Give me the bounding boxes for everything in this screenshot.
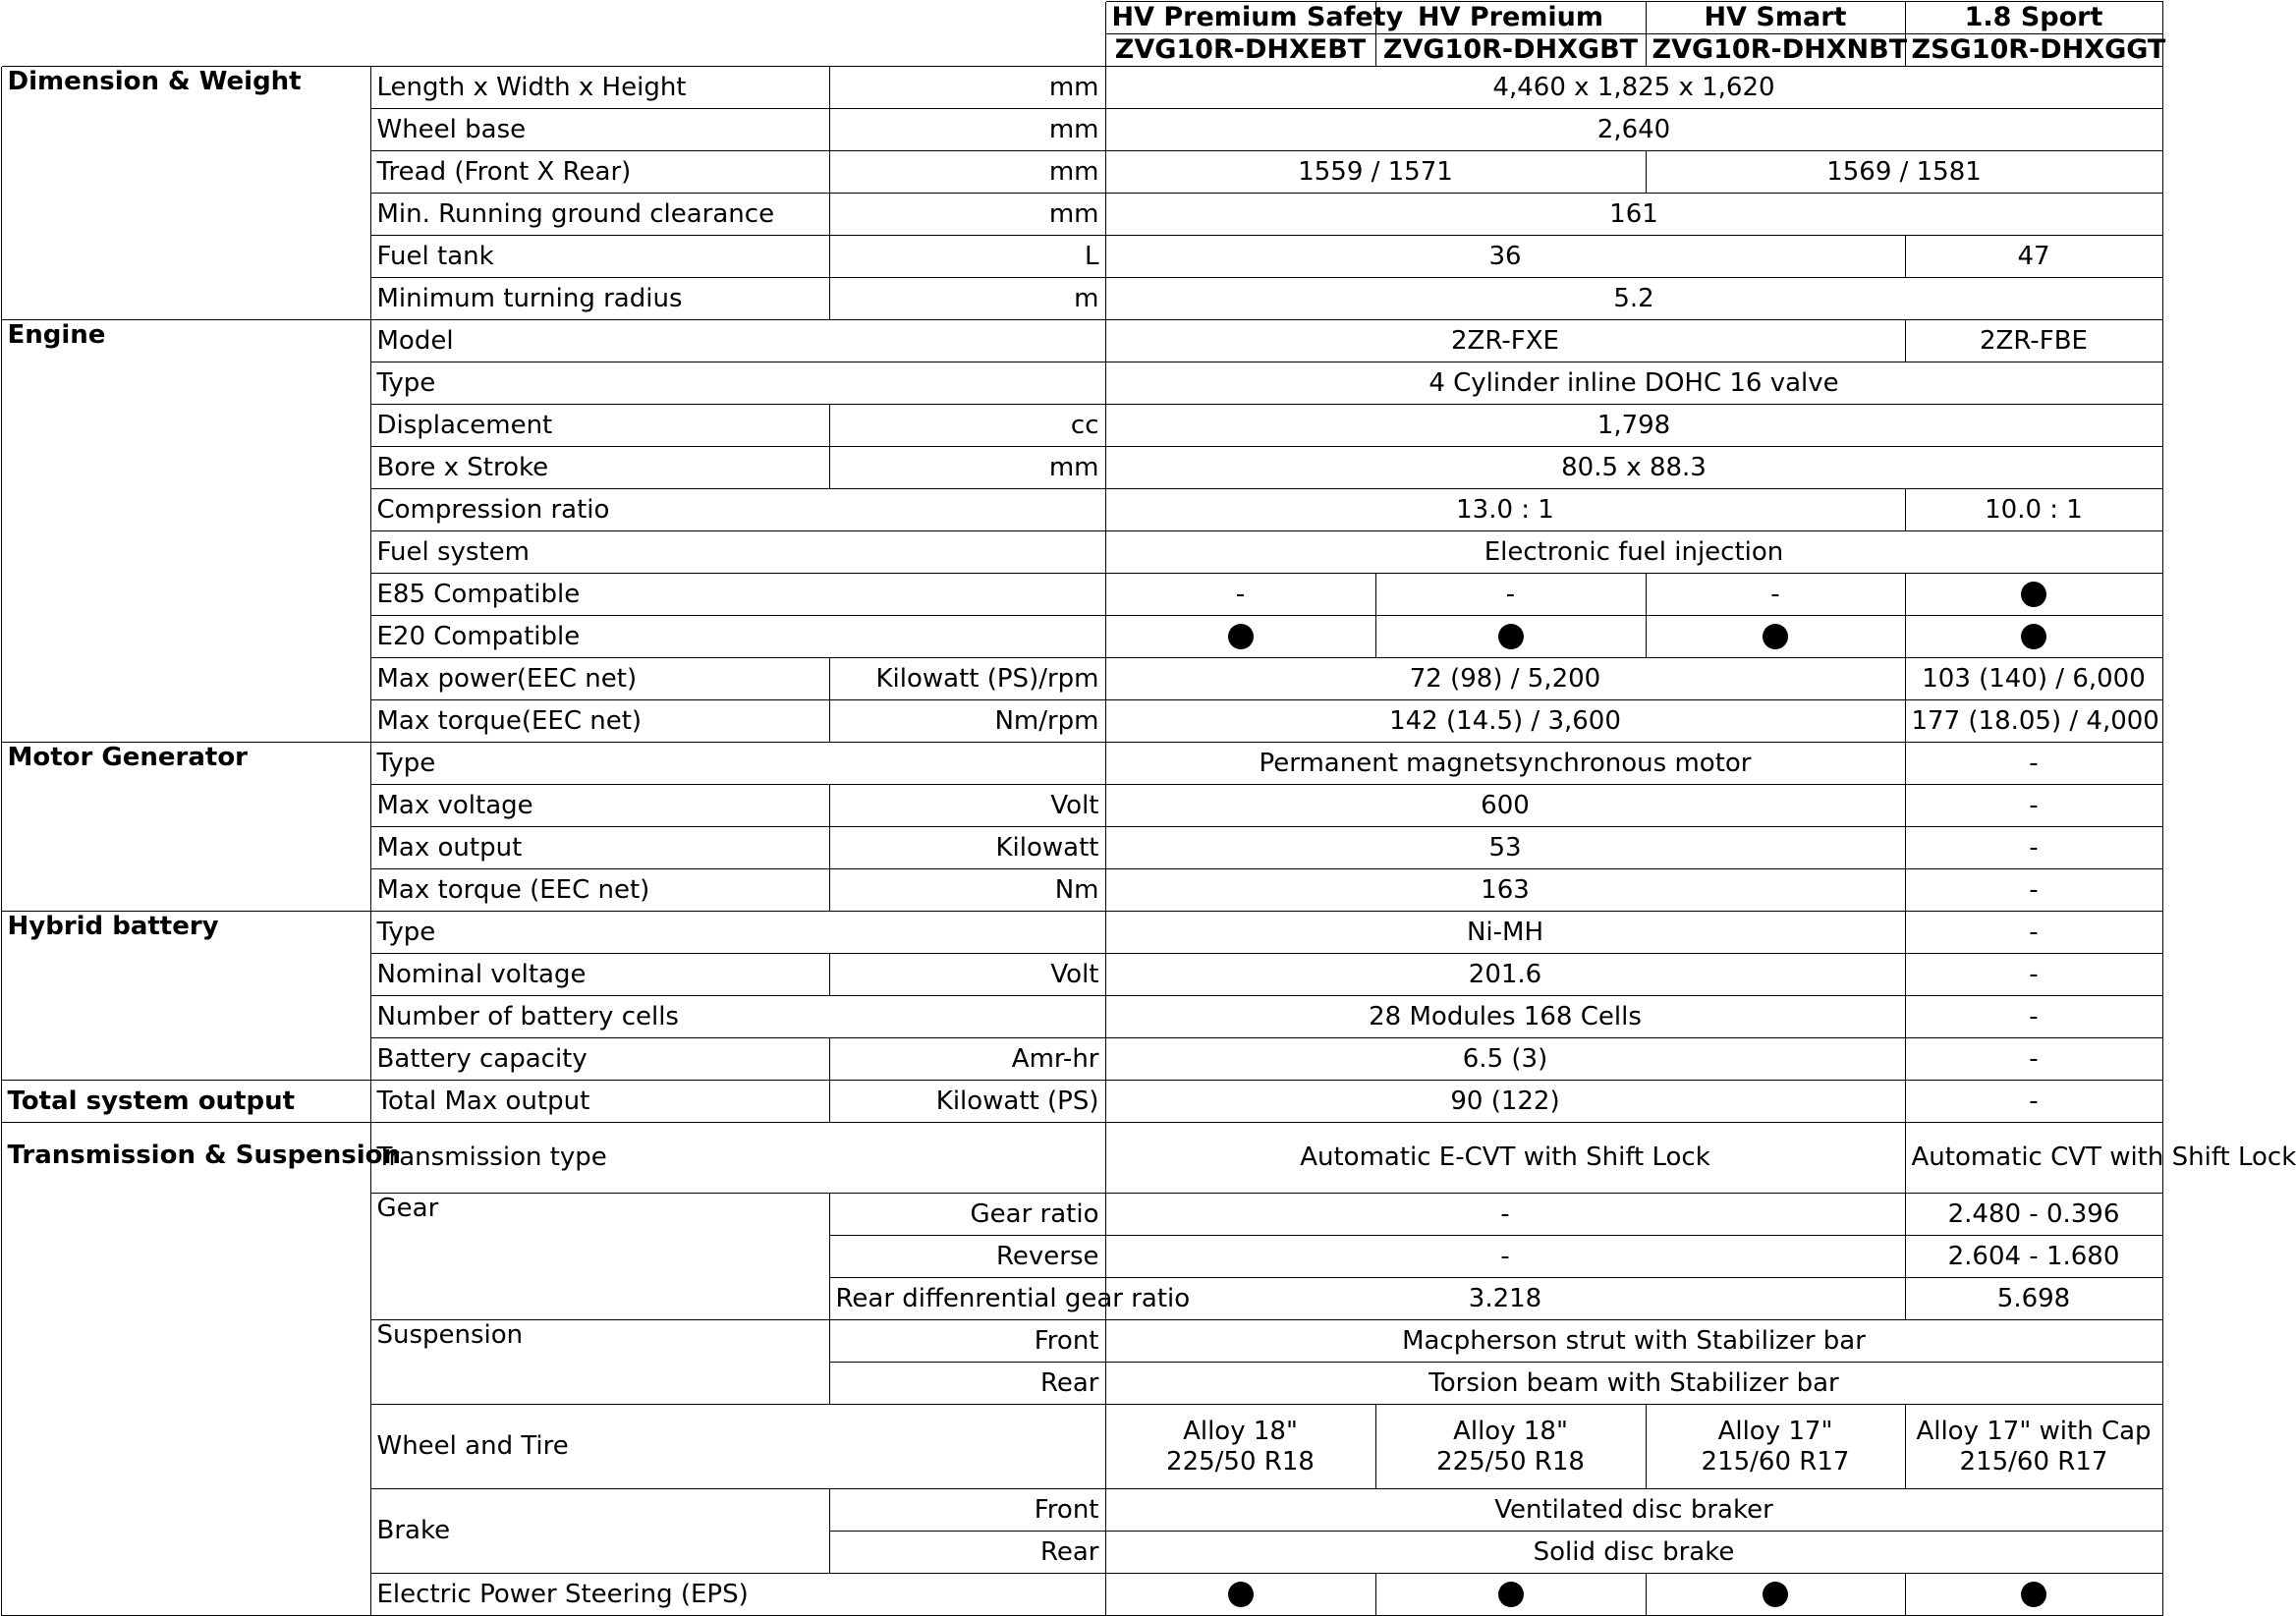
spec-value: -: [1905, 1081, 2162, 1123]
spec-value: -: [1905, 996, 2162, 1038]
spec-unit: mm: [829, 447, 1105, 489]
spec-value: Automatic E-CVT with Shift Lock: [1105, 1123, 1905, 1194]
spec-unit: Front: [829, 1489, 1105, 1532]
standard-dot-cell: [1905, 574, 2162, 616]
spec-unit: Kilowatt (PS): [829, 1081, 1105, 1123]
spec-label: Wheel and Tire: [370, 1405, 1105, 1489]
standard-dot-icon: [2021, 624, 2046, 649]
spec-value: 10.0 : 1: [1905, 489, 2162, 531]
spec-value: 2.604 - 1.680: [1905, 1236, 2162, 1278]
spec-value: 600: [1105, 785, 1905, 827]
grade-name: HV Smart: [1646, 1, 1905, 33]
spec-label: Fuel system: [370, 531, 1105, 574]
spec-value: -: [1905, 912, 2162, 954]
grade-name: 1.8 Sport: [1905, 1, 2162, 33]
spec-value: 53: [1105, 827, 1905, 869]
spec-value: 36: [1105, 236, 1905, 278]
spec-label: [370, 1194, 829, 1320]
grade-code: ZVG10R-DHXGBT: [1375, 33, 1646, 66]
spec-value: 142 (14.5) / 3,600: [1105, 700, 1905, 743]
spec-unit: Front: [829, 1320, 1105, 1363]
standard-dot-cell: [1646, 616, 1905, 658]
spec-value: 177 (18.05) / 4,000: [1905, 700, 2162, 743]
wheel-tire: 225/50 R18: [1166, 1446, 1315, 1477]
spec-value: [1105, 1405, 1375, 1489]
spec-value: 90 (122): [1105, 1081, 1905, 1123]
brake-label: Brake: [376, 1516, 451, 1546]
spec-label: E20 Compatible: [370, 616, 1105, 658]
spec-value: 2.480 - 0.396: [1905, 1194, 2162, 1236]
spec-value: Ventilated disc braker: [1105, 1489, 2162, 1532]
spec-label: Total Max output: [370, 1081, 829, 1123]
table-row: [1, 743, 2162, 785]
header-grade-row: [1, 1, 2162, 33]
spec-label: Type: [370, 743, 1105, 785]
spec-value: 103 (140) / 6,000: [1905, 658, 2162, 700]
spec-label: Type: [370, 912, 1105, 954]
spec-unit: Kilowatt (PS)/rpm: [829, 658, 1105, 700]
spec-label: Fuel tank: [370, 236, 829, 278]
spec-unit: Volt: [829, 954, 1105, 996]
spec-unit: Gear ratio: [829, 1194, 1105, 1236]
wheel-rim: Alloy 17": [1717, 1416, 1833, 1446]
spec-label: Min. Running ground clearance: [370, 194, 829, 236]
spec-unit: mm: [829, 109, 1105, 151]
grade-name: HV Premium Safety: [1105, 1, 1375, 33]
standard-dot-cell: [1375, 616, 1646, 658]
grade-name: HV Premium: [1375, 1, 1646, 33]
standard-dot-icon: [2021, 1582, 2046, 1607]
spec-label: Number of battery cells: [370, 996, 1105, 1038]
spec-value: -: [1905, 785, 2162, 827]
wheel-rim: Alloy 18": [1453, 1416, 1568, 1446]
spec-unit: Rear: [829, 1532, 1105, 1574]
spec-value: -: [1105, 1236, 1905, 1278]
category-engine: Engine: [1, 320, 370, 743]
standard-dot-icon: [1228, 1582, 1254, 1607]
spec-value: 1569 / 1581: [1646, 151, 2162, 194]
spec-value: Electronic fuel injection: [1105, 531, 2162, 574]
wheel-tire: 225/50 R18: [1436, 1446, 1585, 1477]
spec-label: [370, 1489, 829, 1574]
spec-label: Nominal voltage: [370, 954, 829, 996]
standard-dot-cell: [1105, 616, 1375, 658]
spec-label: Bore x Stroke: [370, 447, 829, 489]
spec-label: Compression ratio: [370, 489, 1105, 531]
spec-value: Automatic CVT with Shift Lock: [1905, 1123, 2162, 1194]
spec-label: Max torque(EEC net): [370, 700, 829, 743]
spec-value: 72 (98) / 5,200: [1105, 658, 1905, 700]
spec-value: 1559 / 1571: [1105, 151, 1646, 194]
table-row: [1, 912, 2162, 954]
spec-value: -: [1905, 869, 2162, 912]
spec-label: Battery capacity: [370, 1038, 829, 1081]
spec-unit: Nm/rpm: [829, 700, 1105, 743]
category-total-output: Total system output: [1, 1081, 370, 1123]
spec-value: 5.698: [1905, 1278, 2162, 1320]
spec-value: 2,640: [1105, 109, 2162, 151]
spec-value: Ni-MH: [1105, 912, 1905, 954]
standard-dot-icon: [1498, 1582, 1524, 1607]
standard-dot-cell: [1905, 616, 2162, 658]
spec-value: 4,460 x 1,825 x 1,620: [1105, 67, 2162, 109]
table-row: [1, 1123, 2162, 1194]
standard-dot-icon: [1763, 624, 1788, 649]
spec-value: Permanent magnetsynchronous motor: [1105, 743, 1905, 785]
spec-value: 1,798: [1105, 405, 2162, 447]
table-row: [1, 67, 2162, 109]
table-row: [1, 320, 2162, 362]
spec-unit: Volt: [829, 785, 1105, 827]
spec-label: Max voltage: [370, 785, 829, 827]
spec-unit: Reverse: [829, 1236, 1105, 1278]
spec-value: 161: [1105, 194, 2162, 236]
spec-label: Tread (Front X Rear): [370, 151, 829, 194]
spec-unit: Rear: [829, 1363, 1105, 1405]
gear-label: Gear: [376, 1194, 439, 1224]
spec-label: Wheel base: [370, 109, 829, 151]
spec-label: Electric Power Steering (EPS): [370, 1574, 1105, 1616]
standard-dot-cell: [1105, 1574, 1375, 1616]
spec-value: 3.218: [1105, 1278, 1905, 1320]
spec-unit: Nm: [829, 869, 1105, 912]
category-motor-generator: Motor Generator: [1, 743, 370, 912]
standard-dot-cell: [1375, 1574, 1646, 1616]
table-row: [1, 1081, 2162, 1123]
suspension-label: Suspension: [376, 1320, 524, 1351]
wheel-tire: 215/60 R17: [1959, 1446, 2108, 1477]
spec-label: Max power(EEC net): [370, 658, 829, 700]
spec-value: -: [1105, 574, 1375, 616]
spec-label: E85 Compatible: [370, 574, 1105, 616]
spec-value: -: [1375, 574, 1646, 616]
spec-value: Macpherson strut with Stabilizer bar: [1105, 1320, 2162, 1363]
grade-code: ZSG10R-DHXGGT: [1905, 33, 2162, 66]
spec-label: Model: [370, 320, 1105, 362]
category-transmission: [1, 1123, 401, 1616]
standard-dot-cell: [1905, 1574, 2162, 1616]
standard-dot-icon: [2021, 582, 2046, 607]
spec-unit: Amr-hr: [829, 1038, 1105, 1081]
category-hybrid-battery: Hybrid battery: [1, 912, 370, 1081]
category-dimension: Dimension & Weight: [1, 67, 370, 320]
spec-value: 2ZR-FXE: [1105, 320, 1905, 362]
spec-unit: mm: [829, 194, 1105, 236]
spec-value: [1646, 1405, 1905, 1489]
spec-value: 5.2: [1105, 278, 2162, 320]
spec-label: Max output: [370, 827, 829, 869]
wheel-rim: Alloy 18": [1183, 1416, 1298, 1446]
spec-value: 163: [1105, 869, 1905, 912]
wheel-tire: 215/60 R17: [1701, 1446, 1850, 1477]
spec-value: Torsion beam with Stabilizer bar: [1105, 1363, 2162, 1405]
spec-value: 47: [1905, 236, 2162, 278]
spec-value: -: [1105, 1194, 1905, 1236]
spec-unit: L: [829, 236, 1105, 278]
spec-value: -: [1905, 954, 2162, 996]
spec-label: Displacement: [370, 405, 829, 447]
spec-label: Type: [370, 362, 1105, 405]
spec-value: [1375, 1405, 1646, 1489]
grade-code: ZVG10R-DHXEBT: [1105, 33, 1375, 66]
standard-dot-cell: [1646, 1574, 1905, 1616]
spec-label: Minimum turning radius: [370, 278, 829, 320]
spec-value: -: [1905, 1038, 2162, 1081]
header-blank: [1, 1, 1105, 67]
standard-dot-icon: [1498, 624, 1524, 649]
spec-value: 4 Cylinder inline DOHC 16 valve: [1105, 362, 2162, 405]
standard-dot-icon: [1228, 624, 1254, 649]
spec-unit: Kilowatt: [829, 827, 1105, 869]
wheel-rim: Alloy 17" with Cap: [1916, 1416, 2152, 1446]
spec-unit: mm: [829, 67, 1105, 109]
spec-label: Length x Width x Height: [370, 67, 829, 109]
spec-unit: cc: [829, 405, 1105, 447]
spec-unit: mm: [829, 151, 1105, 194]
spec-value: 2ZR-FBE: [1905, 320, 2162, 362]
category-transmission-label: Transmission & Suspension: [7, 1141, 401, 1171]
spec-unit: m: [829, 278, 1105, 320]
grade-code: ZVG10R-DHXNBT: [1646, 33, 1905, 66]
spec-value: 6.5 (3): [1105, 1038, 1905, 1081]
spec-label: Transmission type: [370, 1123, 1105, 1194]
spec-value: Solid disc brake: [1105, 1532, 2162, 1574]
spec-value: 28 Modules 168 Cells: [1105, 996, 1905, 1038]
spec-value: 80.5 x 88.3: [1105, 447, 2162, 489]
spec-value: 13.0 : 1: [1105, 489, 1905, 531]
standard-dot-icon: [1763, 1582, 1788, 1607]
spec-unit: Rear diffenrential gear ratio: [829, 1278, 1105, 1320]
spec-value: -: [1646, 574, 1905, 616]
spec-label: [370, 1320, 829, 1405]
spec-value: 201.6: [1105, 954, 1905, 996]
spec-label: Max torque (EEC net): [370, 869, 829, 912]
spec-value: [1905, 1405, 2162, 1489]
spec-value: -: [1905, 743, 2162, 785]
spec-value: -: [1905, 827, 2162, 869]
